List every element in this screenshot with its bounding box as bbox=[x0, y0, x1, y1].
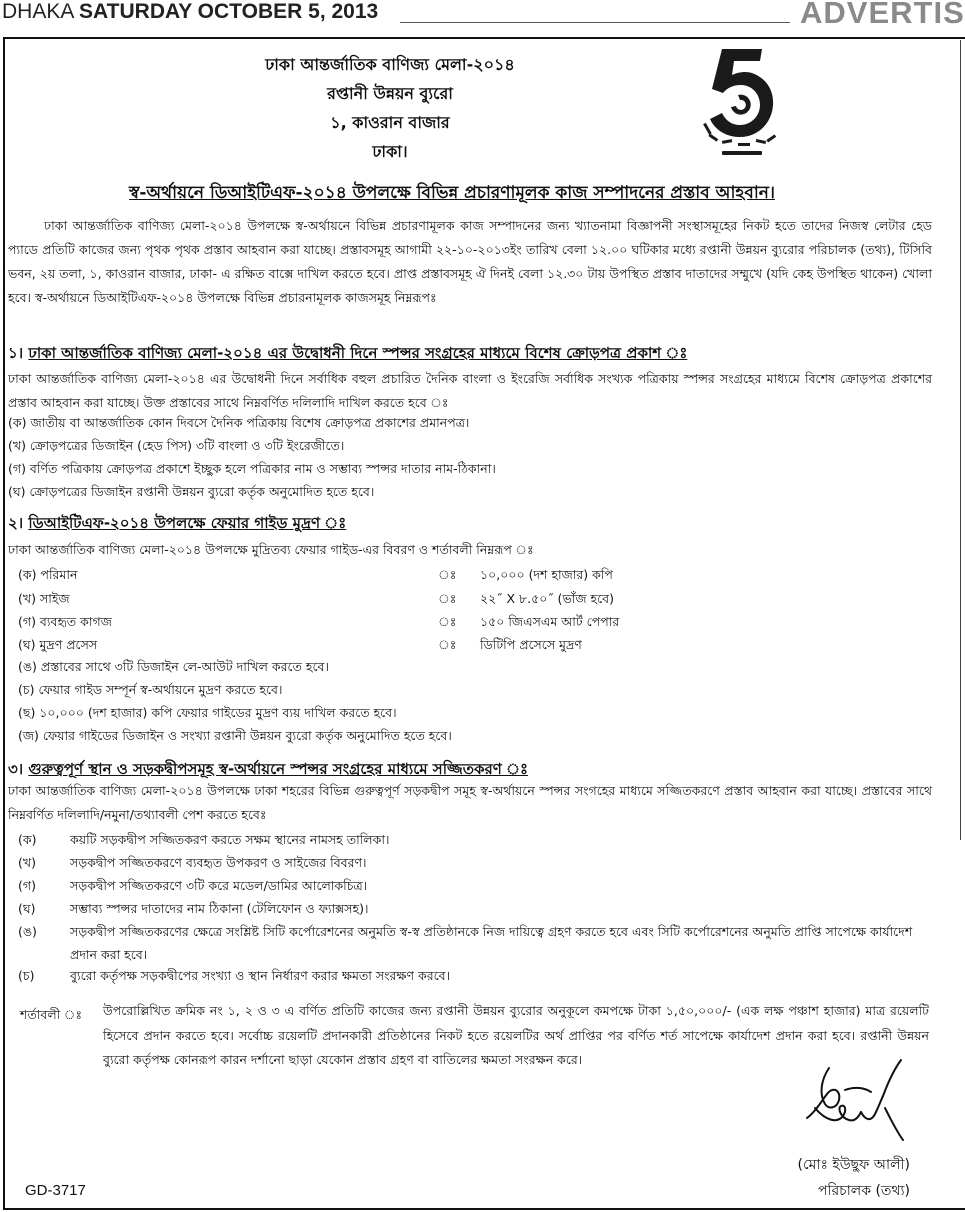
item-marker: (গ) bbox=[18, 878, 36, 893]
signature-mark bbox=[785, 1050, 925, 1145]
spec-key: (ঘ) মুদ্রণ প্রসেস bbox=[18, 637, 98, 652]
item-marker: (খ) bbox=[18, 855, 36, 870]
section2-heading bbox=[8, 511, 932, 535]
ad-border-right bbox=[960, 40, 961, 840]
item-marker: (ঘ) bbox=[18, 901, 36, 916]
notice-title-text: স্ব-অর্থায়নে ডিআইটিএফ-২০১৪ উপলক্ষে বিভিন্ন প্রচারণামূলক কাজ সম্পাদনের প্রস্তাব আহবান। bbox=[129, 183, 775, 203]
spec-row bbox=[18, 611, 918, 633]
section3-heading bbox=[8, 757, 932, 781]
spec-sep: ঃ bbox=[438, 591, 457, 606]
section2-item: (ঙ) প্রস্তাবের সাথে ৩টি ডিজাইন লে-আউট দাখিল করতে হবে। bbox=[18, 659, 329, 674]
section1-heading bbox=[8, 341, 932, 365]
spec-sep: ঃ bbox=[438, 614, 457, 629]
ad-border-bottom bbox=[3, 1208, 965, 1210]
signer-block bbox=[600, 1152, 910, 1204]
spec-key: (গ) ব্যবহৃত কাগজ bbox=[18, 614, 112, 629]
item-marker: (ক) bbox=[18, 832, 37, 847]
section2-item: (চ) ফেয়ার গাইড সম্পূর্ন স্ব-অর্থায়নে মুদ্রণ করতে হবে। bbox=[18, 682, 283, 697]
terms-text: উপরোল্লিখিত ক্রমিক নং ১, ২ ও ৩ এ বর্ণিত প্রতিটি কাজের জন্য রপ্তানী উন্নয়ন ব্যুরোর অনুকূলে কমপক্ষে টাকা ১,৫০,০০০/- (এক লক্ষ পঞ্চাশ হাজার) মাত্র রয়েলটি হিসেবে প্রদান করতে হবে। সর্বোচ্চ রয়েলটি প্রদানকারী প্রতিষ্ঠানের নিকট হতে রয়েলটির অর্থ প্রাপ্তির পর বর্ণিত শর্ত সাপেক্ষে কার্যাদেশ প্রদান করা হবে। রপ্তানী উন্নয়ন ব্যুরো কর্তৃপক্ষ কোনরূপ কারন দর্শানো ছাড়া যেকোন প্রস্তাব গ্রহণ বা বাতিলের ক্ষমতা সংরক্ষন করে। bbox=[103, 1003, 929, 1067]
section1-item: (ঘ) ক্রোড়পত্রের ডিজাইন রপ্তানী উন্নয়ন ব্যুরো কর্তৃক অনুমোদিত হতে হবে। bbox=[8, 484, 375, 499]
header-line-org: রপ্তানী উন্নয়ন ব্যুরো bbox=[327, 84, 453, 103]
section3-item bbox=[18, 828, 928, 851]
section1-item: (গ) বর্ণিত পত্রিকায় ক্রোড়পত্র প্রকাশে ইচ্ছুক হলে পত্রিকার নাম ও সম্ভাব্য স্পন্সর দাতার নাম-ঠিকানা। bbox=[8, 461, 496, 476]
item-text: সড়কদ্বীপ সজ্জিতকরণে ৩টি করে মডেল/ডামির আলোকচিত্র। bbox=[70, 878, 368, 893]
newspaper-masthead bbox=[0, 0, 965, 28]
signer-name: (মোঃ ইউছুফ আলী) bbox=[797, 1157, 910, 1173]
section3-heading-text: গুরুত্বপূর্ণ স্থান ও সড়কদ্বীপসমূহ স্ব-অর্থায়নে স্পন্সর সংগ্রহের মাধ্যমে সজ্জিতকরণ ঃ bbox=[28, 760, 528, 778]
spec-sep: ঃ bbox=[438, 567, 457, 582]
section3-item bbox=[18, 874, 928, 897]
section1-item: (খ) ক্রোড়পত্রের ডিজাইন (হেড পিস) ৩টি বাংলা ও ৩টি ইংরেজীতে। bbox=[8, 438, 345, 453]
masthead-section: ADVERTIS bbox=[800, 0, 965, 30]
section2-desc: ঢাকা আন্তর্জাতিক বাণিজ্য মেলা-২০১৪ উপলক্ষে মুদ্রিতব্য ফেয়ার গাইড-এর বিবরণ ও শর্তাবলী নিম্নরূপ ঃ bbox=[8, 542, 534, 557]
section1-item: (ক) জাতীয় বা আন্তর্জাতিক কোন দিবসে দৈনিক পত্রিকায় বিশেষ ক্রোড়পত্র প্রকাশের প্রমানপত্র। bbox=[8, 415, 470, 430]
spec-value: ২২˝ X ৮.৫০˝ (ভাঁজ হবে) bbox=[480, 591, 614, 606]
spec-row bbox=[18, 588, 918, 610]
section3-desc: ঢাকা আন্তর্জাতিক বাণিজ্য মেলা-২০১৪ উপলক্ষে ঢাকা শহরের বিভিন্ন গুরুত্বপূর্ণ সড়কদ্বীপ সমূহ স্ব-অর্থায়নে স্পন্সর সংগহের মাধ্যমে সজ্জিতকরণে প্রস্তাব আহবান করা যাচ্ছে। প্রস্তাবের সাথে নিম্নবর্ণিত দলিলাদি/নমুনা/তথ্যাবলী পেশ করতে হবেঃ bbox=[8, 783, 932, 822]
spec-value: ১০,০০০ (দশ হাজার) কপি bbox=[480, 567, 613, 582]
spec-sep: ঃ bbox=[438, 637, 457, 652]
epb-logo bbox=[700, 45, 784, 160]
spec-key: (খ) সাইজ bbox=[18, 591, 70, 606]
item-marker: (ঙ) bbox=[18, 924, 37, 939]
spec-value: ডিটিপি প্রসেসে মুদ্রণ bbox=[480, 637, 582, 652]
terms-label: শর্তাবলী ঃ bbox=[20, 1007, 83, 1022]
epb-logo-mark bbox=[710, 49, 773, 137]
masthead-dateline bbox=[2, 0, 378, 24]
section3-item bbox=[18, 920, 928, 966]
item-marker: (চ) bbox=[18, 968, 35, 983]
header-line-address: ১, কাওরান বাজার bbox=[330, 113, 450, 132]
section2-item: (জ) ফেয়ার গাইডের ডিজাইন ও সংখ্যা রপ্তানী উন্নয়ন ব্যুরো কর্তৃক অনুমোদিত হতে হবে। bbox=[18, 728, 452, 743]
section3-number: ৩। bbox=[8, 760, 24, 778]
section3-item bbox=[18, 964, 928, 987]
masthead-city: DHAKA bbox=[2, 0, 74, 23]
header-line-fair: ঢাকা আন্তর্জাতিক বাণিজ্য মেলা-২০১৪ bbox=[265, 55, 515, 74]
notice-title bbox=[0, 181, 904, 205]
item-text: ব্যুরো কর্তৃপক্ষ সড়কদ্বীপের সংখ্যা ও স্থান নির্ধারণ করার ক্ষমতা সংরক্ষণ করবে। bbox=[70, 968, 451, 983]
ad-code: GD-3717 bbox=[25, 1182, 86, 1199]
org-header bbox=[0, 50, 780, 166]
masthead-date: SATURDAY OCTOBER 5, 2013 bbox=[79, 0, 379, 23]
item-text: সড়কদ্বীপ সজ্জিতকরণের ক্ষেত্রে সংশ্লিষ্ট সিটি কর্পোরেশনের অনুমতি স্ব-স্ব প্রতিষ্ঠানকে নিজ দায়িত্বে গ্রহণ করতে হবে এবং সিটি কর্পোরেশনের অনুমতি প্রাপ্তি সাপেক্ষে কার্যাদেশ প্রদান করা হবে। bbox=[70, 924, 913, 962]
item-text: সম্ভাব্য স্পন্সর দাতাদের নাম ঠিকানা (টেলিফোন ও ফ্যাক্সসহ)। bbox=[70, 901, 369, 916]
masthead-rule bbox=[400, 22, 790, 23]
header-line-city: ঢাকা। bbox=[372, 142, 408, 161]
section1-heading-text: ঢাকা আন্তর্জাতিক বাণিজ্য মেলা-২০১৪ এর উদ্বোধনী দিনে স্পন্সর সংগ্রহের মাধ্যমে বিশেষ ক্রোড়পত্র প্রকাশ ঃ bbox=[28, 344, 688, 362]
spec-value: ১৫০ জিএসএম আর্ট পেপার bbox=[480, 614, 620, 629]
spec-key: (ক) পরিমান bbox=[18, 567, 78, 582]
section2-item: (ছ) ১০,০০০ (দশ হাজার) কপি ফেয়ার গাইডের মুদ্রণ ব্যয় দাখিল করতে হবে। bbox=[18, 705, 397, 720]
section1-number: ১। bbox=[8, 344, 24, 362]
spec-row bbox=[18, 564, 918, 586]
intro-paragraph bbox=[8, 214, 932, 310]
item-text: সড়কদ্বীপ সজ্জিতকরণে ব্যবহৃত উপকরণ ও সাইজের বিবরণ। bbox=[70, 855, 367, 870]
spec-row bbox=[18, 634, 918, 656]
intro-text: ঢাকা আন্তর্জাতিক বাণিজ্য মেলা-২০১৪ উপলক্ষে স্ব-অর্থায়নে বিভিন্ন প্রচারণামূলক কাজ সম্পাদনের জন্য খ্যাতনামা বিজ্ঞাপনী সংস্থাসমূহের নিকট হতে তাদের নিজস্ব লেটার হেড প্যাডে প্রতিটি কাজের জন্য পৃথক পৃথক প্রস্তাব আহবান করা যাচ্ছে। প্রস্তাবসমূহ আগামী ২২-১০-২০১৩ইং তারিখ বেলা ১২.০০ ঘটিকার মধ্যে রপ্তানী উন্নয়ন ব্যুরোর পরিচালক (তথ্য), টিসিবি ভবন, ২য় তলা, ১, কাওরান বাজার, ঢাকা- এ রক্ষিত বাক্সে দাখিল করতে হবে। প্রাপ্ত প্রস্তাবসমূহ ঐ দিনই বেলা ১২.৩০ টায় উপস্থিত প্রস্তাব দাতাদের সম্মুখে (যদি কেহ উপস্থিত থাকেন) খোলা হবে। স্ব-অর্থায়নে ডিআইটিএফ-২০১৪ উপলক্ষে বিভিন্ন প্রচারনামূলক কাজসমূহ নিম্নরূপঃ bbox=[8, 218, 932, 305]
section3-item bbox=[18, 897, 928, 920]
section2-number: ২। bbox=[8, 514, 24, 532]
section2-heading-text: ডিআইটিএফ-২০১৪ উপলক্ষে ফেয়ার গাইড মুদ্রণ ঃ bbox=[28, 514, 347, 532]
section3-item bbox=[18, 851, 928, 874]
signer-designation: পরিচালক (তথ্য) bbox=[817, 1183, 910, 1199]
section1-desc: ঢাকা আন্তর্জাতিক বাণিজ্য মেলা-২০১৪ এর উদ্বোধনী দিনে সর্বাধিক বহুল প্রচারিত দৈনিক বাংলা ও ইংরেজি সর্বাধিক সংখ্যক পত্রিকায় স্পন্সর সংগ্রহের মাধ্যমে বিশেষ ক্রোড়পত্র প্রকাশের প্রস্তাব আহবান করা যাচ্ছে। উক্ত প্রস্তাবের সাথে নিম্নবর্ণিত দলিলাদি দাখিল করতে হবে ঃ bbox=[8, 371, 932, 410]
item-text: কয়টি সড়কদ্বীপ সজ্জিতকরণ করতে সক্ষম স্থানের নামসহ তালিকা। bbox=[70, 832, 390, 847]
